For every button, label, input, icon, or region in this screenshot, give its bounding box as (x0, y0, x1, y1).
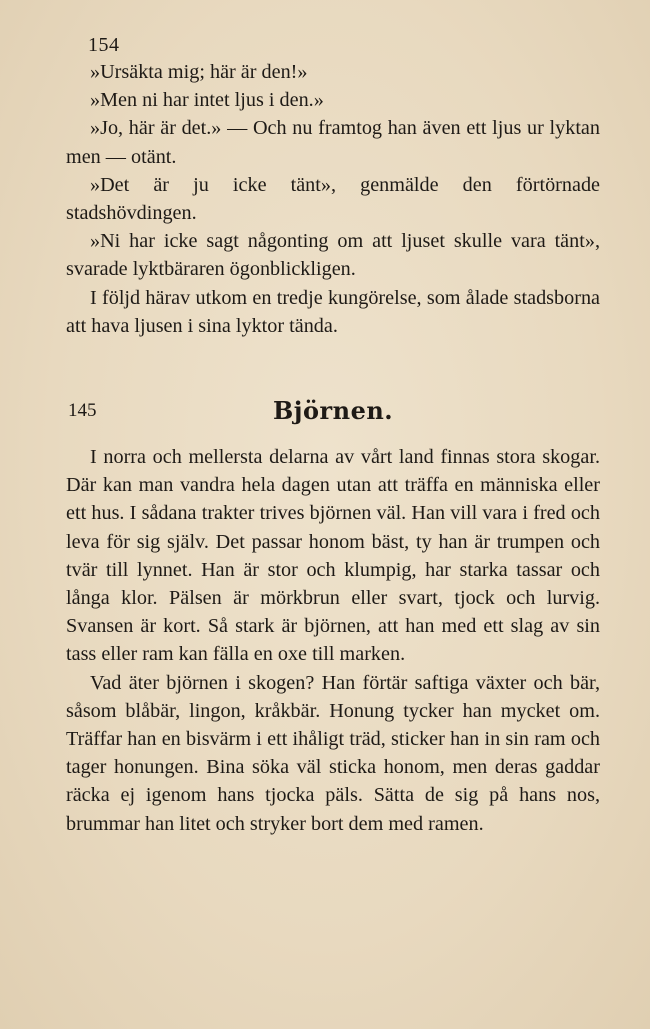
paragraph: »Men ni har intet ljus i den.» (90, 89, 324, 112)
paragraph: Vad äter björnen i skogen? Han förtär saftiga växter och bär, såsom blåbär, lingon, kråkbär. Honung tycker han mycket om. Träffar han en bisvärm i ett ihåligt träd, sticker han in sin ram och tager honungen. Bina söka väl sticka honom, men deras gaddar räcka ej igenom hans tjocka päls. Sätta de sig på hans nos, brummar han litet och stryker bort dem med ramen. (66, 671, 600, 835)
upper-text (66, 58, 600, 340)
paragraph: »Det är ju icke tänt», genmälde den förtörnade stadshövdingen. (66, 173, 600, 225)
section-title: Björnen. (273, 396, 394, 425)
paragraph: »Ni har icke sagt någonting om att ljuset skulle vara tänt», svarade lyktbäraren ögonblickligen. (66, 230, 600, 281)
paragraph: I följd härav utkom en tredje kungörelse, som ålade stadsborna att hava ljusen i sina lyktor tända. (66, 286, 600, 337)
paragraph: »Ursäkta mig; här är den!» (90, 61, 308, 83)
section-number: 145 (68, 400, 97, 421)
paragraph: I norra och mellersta delarna av vårt land finnas stora skogar. Där kan man vandra hela dagen utan att träffa en människa eller ett hus. I sådana trakter trives björnen väl. Han vill vara i fred och leva för sig själv. Det passar honom bäst, ty han är trumpen och tvär till lynnet. Han är stor och klumpig, har starka tassar och långa klor. Pälsen är mörkbrun eller svart, tjock och lurvig. Svansen är kort. Så stark är björnen, att han med ett slag av sin tass eller ram kan fälla en oxe till marken. (66, 446, 600, 666)
paragraph: »Jo, här är det.» — Och nu framtog han även ett ljus ur lyktan men — otänt. (66, 117, 600, 168)
page-number: 154 (88, 34, 120, 56)
lower-text (66, 443, 600, 838)
section-heading (68, 396, 600, 430)
